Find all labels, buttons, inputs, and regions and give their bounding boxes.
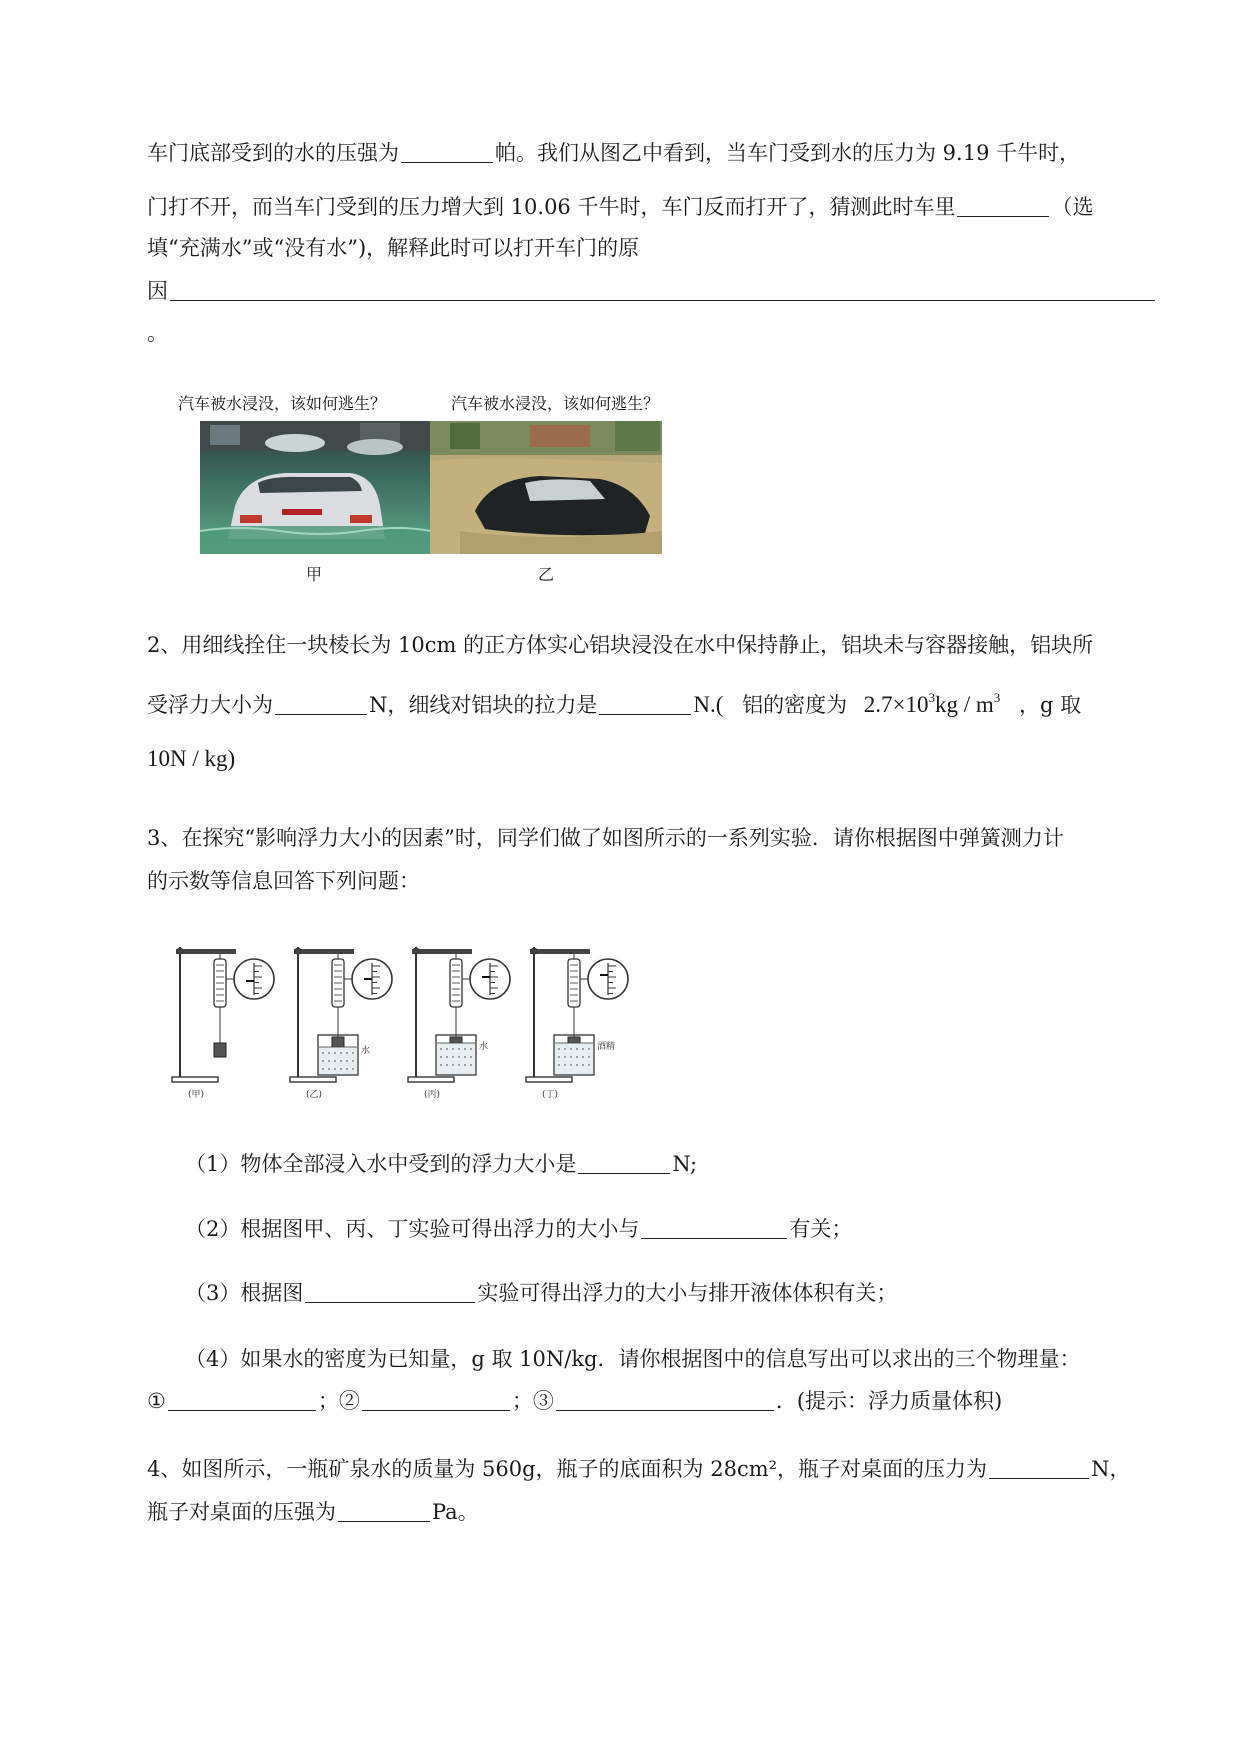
liquid-label: 水 xyxy=(479,1042,489,1052)
q1-line-4 xyxy=(147,276,1157,306)
q2-line-3 xyxy=(147,744,235,774)
q2-text: 铝的密度为 xyxy=(742,693,848,717)
answer-blank[interactable] xyxy=(578,1151,670,1174)
q2-text: 10N / kg) xyxy=(147,746,236,771)
q3-text: N; xyxy=(672,1152,698,1176)
q1-line-3 xyxy=(147,233,639,263)
experiment-setup xyxy=(408,947,510,1100)
q1-line-2 xyxy=(147,192,1093,222)
q3-sub-3 xyxy=(185,1278,897,1308)
spring-scale-experiment-diagram xyxy=(170,935,670,1115)
density-unit: kg / m xyxy=(935,692,994,717)
q2-text: N.( xyxy=(693,692,724,717)
q3-sub-4-answers xyxy=(147,1386,1002,1416)
answer-blank[interactable] xyxy=(275,692,367,715)
q3-text: （4）如果水的密度为已知量，g 取 10N/kg．请你根据图中的信息写出可以求出的三个物理量： xyxy=(185,1347,1081,1371)
q3-text: （3）根据图 xyxy=(185,1281,304,1305)
photo-caption-left: 汽车被水浸没，该如何逃生？ xyxy=(178,394,387,413)
q3-line-1 xyxy=(147,823,1064,853)
q4-text: 4、如图所示，一瓶矿泉水的质量为 560g，瓶子的底面积为 28cm²，瓶子对桌面的压力为 xyxy=(147,1457,988,1481)
q3-line-2 xyxy=(147,866,420,896)
q3-sub-4 xyxy=(185,1344,1081,1374)
answer-blank[interactable] xyxy=(599,692,691,715)
q4-line-2 xyxy=(147,1497,479,1527)
q1-text: 门打不开，而当车门受到的压力增大到 10.06 千牛时，车门反而打开了，猜测此时车里 xyxy=(147,195,956,219)
photo-label-jia: 甲 xyxy=(306,565,323,584)
answer-blank[interactable] xyxy=(641,1216,787,1239)
answer-blank[interactable] xyxy=(556,1388,774,1411)
q2-text: 2、用细线拴住一块棱长为 10cm 的正方体实心铝块浸没在水中保持静止，铝块未与容器接触，铝块所 xyxy=(147,633,1094,657)
answer-blank[interactable] xyxy=(168,1388,316,1411)
q3-text: 3、在探究“影响浮力大小的因素”时，同学们做了如图所示的一系列实验．请你根据图中弹簧测力计 xyxy=(147,826,1064,850)
q1-line-5 xyxy=(147,318,168,348)
q1-line-1 xyxy=(147,138,1080,168)
q1-text: （选 xyxy=(1051,195,1094,219)
setup-label: (丙) xyxy=(423,1090,441,1100)
q3-sub-1 xyxy=(185,1149,697,1179)
experiment-setup xyxy=(172,947,274,1100)
experiment-setup xyxy=(290,947,392,1100)
answer-blank[interactable] xyxy=(989,1456,1089,1479)
q1-text: 车门底部受到的水的压强为 xyxy=(147,141,399,165)
q2-text: ，g 取 xyxy=(1018,693,1082,717)
q1-text: 因 xyxy=(147,279,168,303)
q3-text: （2）根据图甲、丙、丁实验可得出浮力的大小与 xyxy=(185,1217,640,1241)
answer-blank[interactable] xyxy=(362,1388,510,1411)
circled-one: ① xyxy=(147,1389,166,1413)
setup-label: (乙) xyxy=(305,1090,323,1100)
q4-text: Pa。 xyxy=(432,1500,479,1524)
q1-text: 帕。我们从图乙中看到，当车门受到水的压力为 9.19 千牛时， xyxy=(495,141,1081,165)
photo-caption-right: 汽车被水浸没，该如何逃生？ xyxy=(451,394,660,413)
photo-label-yi: 乙 xyxy=(538,565,555,584)
q2-line-1 xyxy=(147,630,1093,660)
q4-text: N， xyxy=(1091,1457,1131,1481)
density-unit-exponent: 3 xyxy=(993,690,1001,705)
flooded-car-photo-right xyxy=(430,421,662,554)
q3-text: 的示数等信息回答下列问题： xyxy=(147,869,420,893)
density-formula xyxy=(864,692,1001,717)
q4-text: 瓶子对桌面的压强为 xyxy=(147,1500,336,1524)
q3-hint: ．(提示：浮力质量体积) xyxy=(775,1389,1003,1413)
q4-line-1 xyxy=(147,1454,1130,1484)
q2-text: 受浮力大小为 xyxy=(147,693,273,717)
answer-blank[interactable] xyxy=(401,140,493,163)
circled-three: ；③ xyxy=(511,1389,554,1413)
liquid-label: 酒精 xyxy=(597,1042,616,1052)
answer-blank[interactable] xyxy=(305,1280,475,1303)
answer-blank[interactable] xyxy=(338,1499,430,1522)
flooded-car-photo-left xyxy=(200,421,430,554)
q1-text: 。 xyxy=(147,321,168,345)
setup-label: (丁) xyxy=(541,1090,559,1100)
density-value: 2.7×10 xyxy=(863,692,929,717)
answer-blank[interactable] xyxy=(170,278,1155,301)
circled-two: ；② xyxy=(317,1389,360,1413)
density-exponent: 3 xyxy=(928,690,936,705)
q2-text: N，细线对铝块的拉力是 xyxy=(369,693,598,717)
setup-label: (甲) xyxy=(187,1090,205,1100)
q3-sub-2 xyxy=(185,1214,852,1244)
q3-text: （1）物体全部浸入水中受到的浮力大小是 xyxy=(185,1152,577,1176)
liquid-label: 水 xyxy=(361,1046,371,1056)
q2-line-2 xyxy=(147,683,1081,720)
experiment-setup xyxy=(526,947,628,1100)
q3-text: 实验可得出浮力的大小与排开液体体积有关； xyxy=(477,1281,898,1305)
q3-text: 有关； xyxy=(789,1217,853,1241)
answer-blank[interactable] xyxy=(957,194,1049,217)
q1-text: 填“充满水”或“没有水”)，解释此时可以打开车门的原 xyxy=(147,236,640,260)
